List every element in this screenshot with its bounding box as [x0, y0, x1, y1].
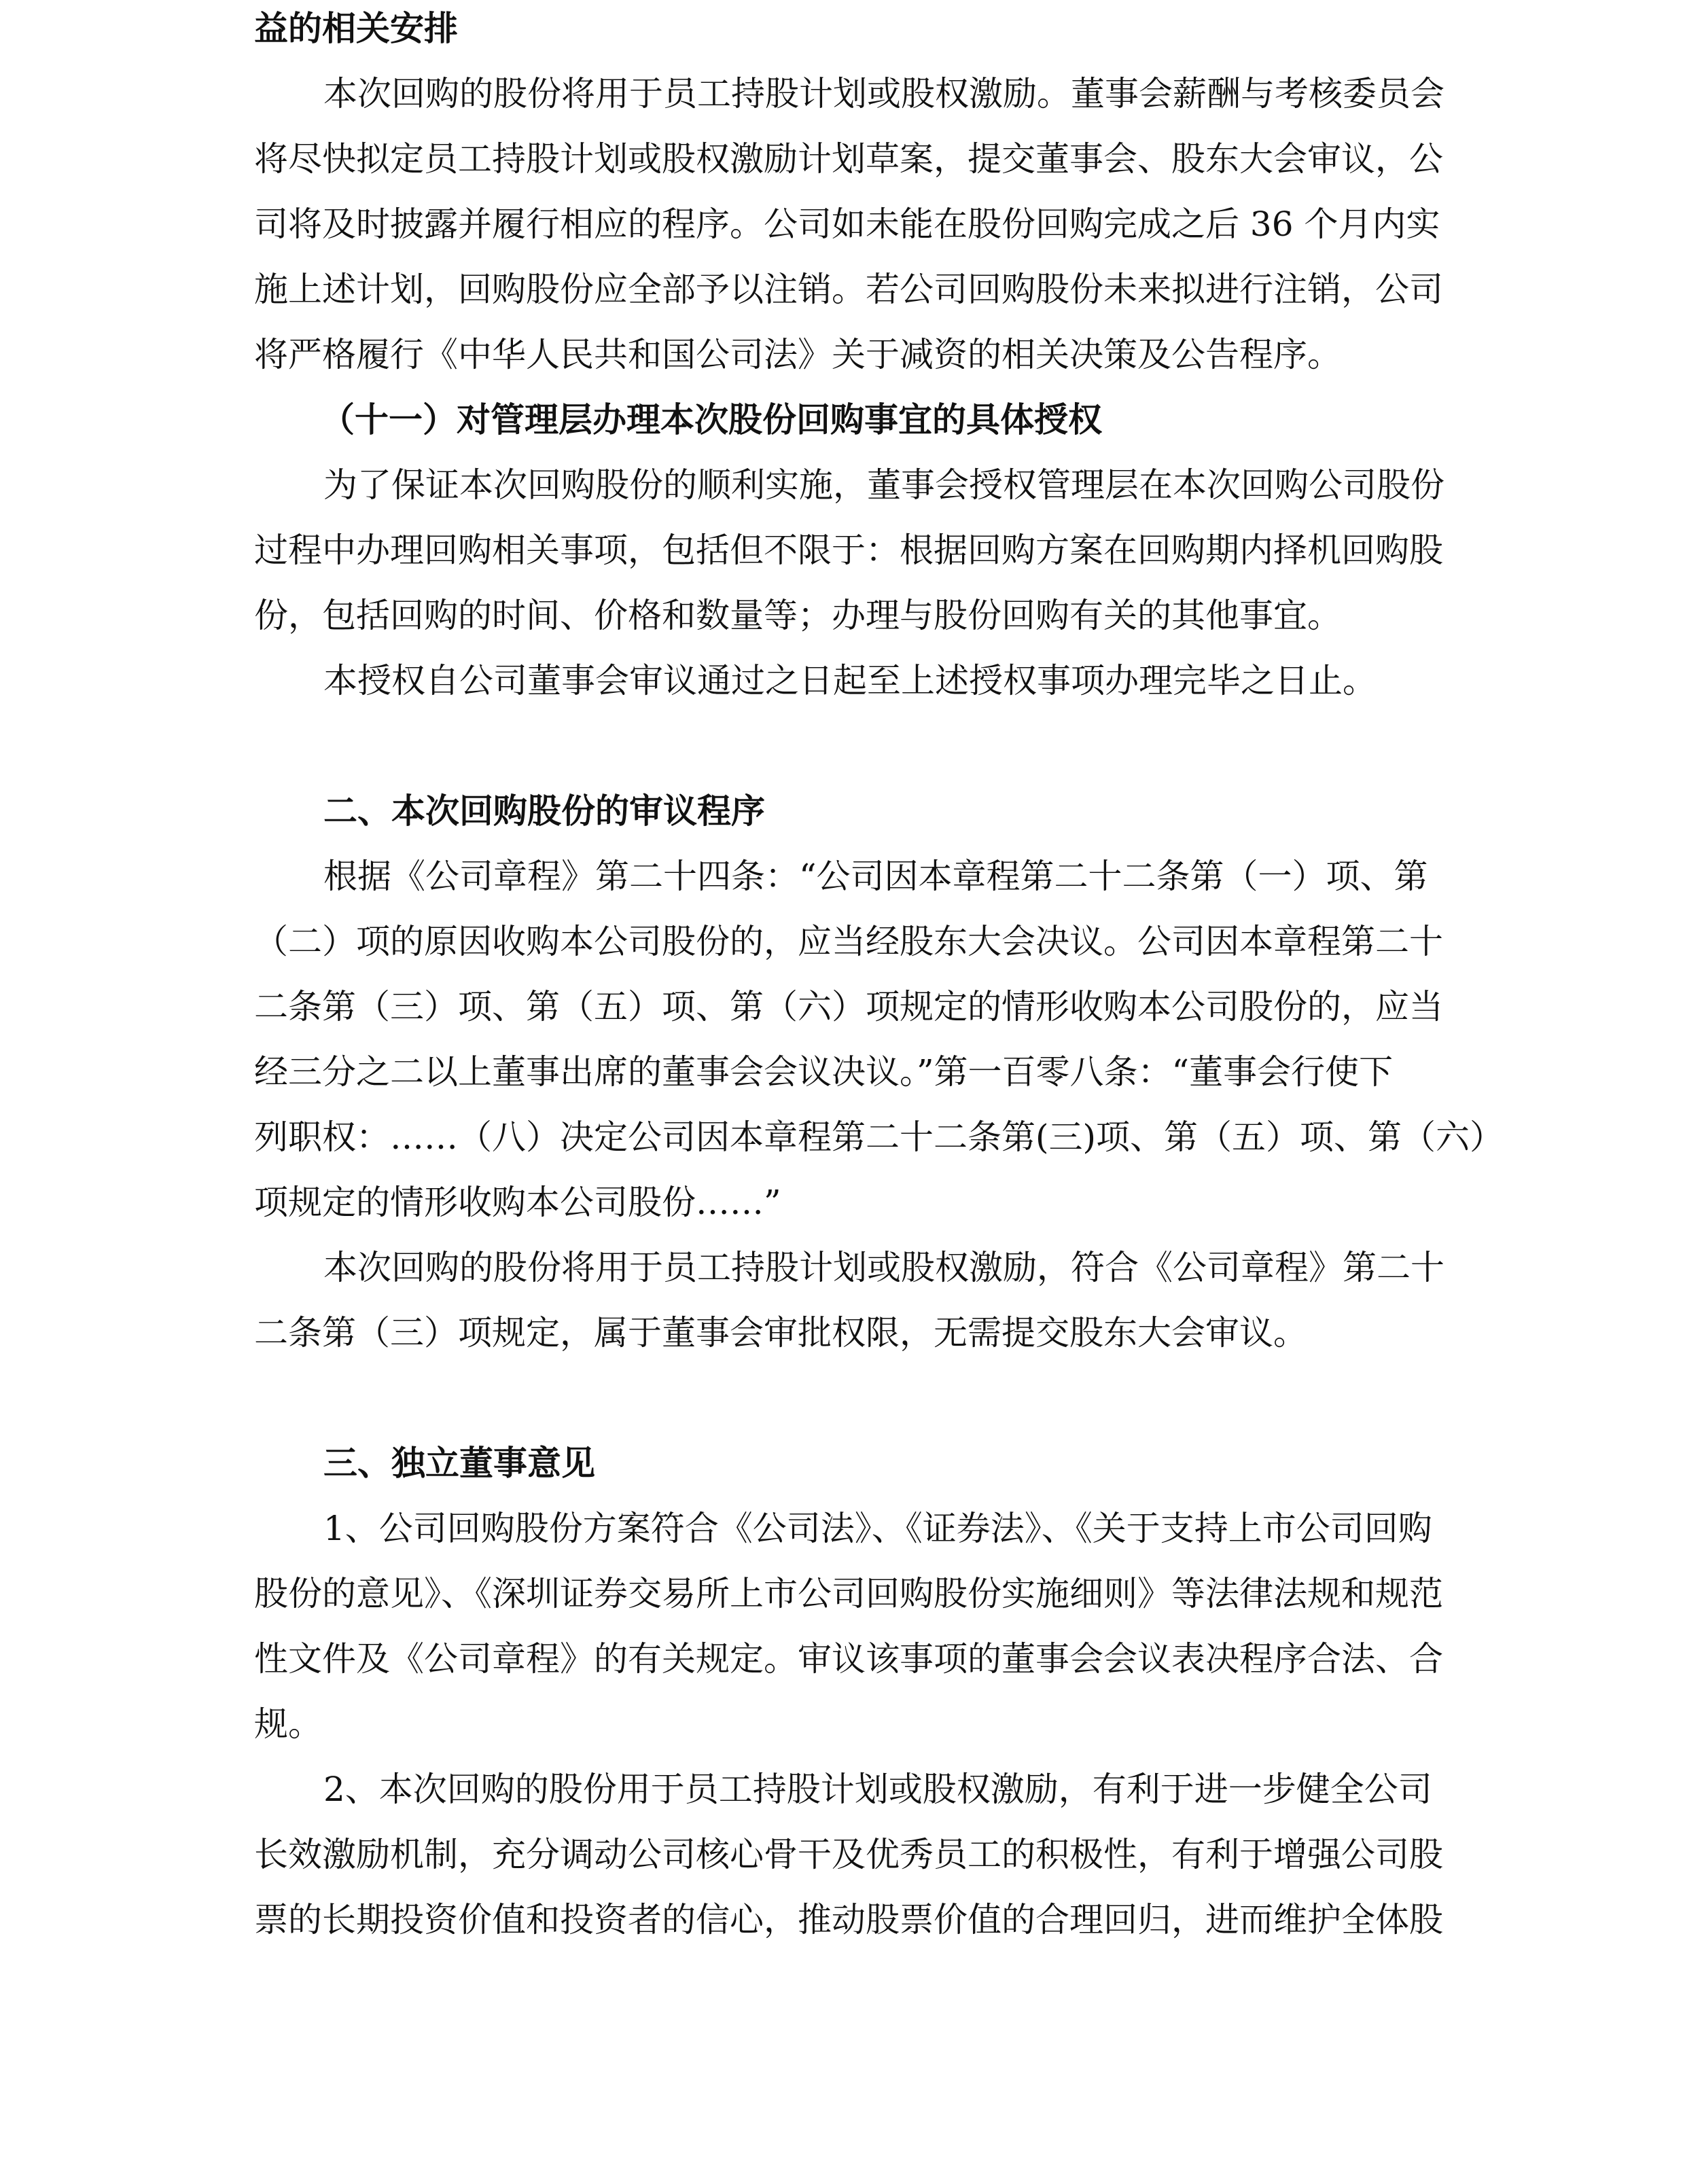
- paragraph-line: 为了保证本次回购股份的顺利实施，董事会授权管理层在本次回购公司股份: [323, 465, 1444, 505]
- heading-3: 三、独立董事意见: [323, 1444, 595, 1483]
- paragraph-line: 1、公司回购股份方案符合《公司法》、《证券法》、《关于支持上市公司回购: [323, 1509, 1432, 1548]
- paragraph-line: 性文件及《公司章程》的有关规定。审议该事项的董事会会议表决程序合法、合: [254, 1639, 1443, 1679]
- paragraph-line: 二条第（三）项、第（五）项、第（六）项规定的情形收购本公司股份的，应当: [254, 987, 1443, 1026]
- paragraph-line: 将严格履行《中华人民共和国公司法》关于减资的相关决策及公告程序。: [254, 335, 1341, 374]
- paragraph-line: 票的长期投资价值和投资者的信心，推动股票价值的合理回归，进而维护全体股: [254, 1900, 1443, 1939]
- paragraph-line: 列职权：……（八）决定公司因本章程第二十二条第(三)项、第（五）项、第（六）: [254, 1117, 1504, 1157]
- paragraph-line: 根据《公司章程》第二十四条：“公司因本章程第二十二条第（一）项、第: [323, 857, 1428, 896]
- paragraph-line: 项规定的情形收购本公司股份……”: [254, 1183, 781, 1222]
- paragraph-line: 本授权自公司董事会审议通过之日起至上述授权事项办理完毕之日止。: [323, 661, 1377, 700]
- paragraph-line: 股份的意见》、《深圳证券交易所上市公司回购股份实施细则》等法律法规和规范: [254, 1574, 1443, 1613]
- paragraph-line: 二条第（三）项规定，属于董事会审批权限，无需提交股东大会审议。: [254, 1313, 1307, 1353]
- paragraph-line: 施上述计划，回购股份应全部予以注销。若公司回购股份未来拟进行注销，公司: [254, 270, 1443, 309]
- paragraph-line: 司将及时披露并履行相应的程序。公司如未能在股份回购完成之后 36 个月内实: [254, 204, 1440, 244]
- section-tail-heading: 益的相关安排: [254, 9, 458, 48]
- paragraph-line: 本次回购的股份将用于员工持股计划或股权激励，符合《公司章程》第二十: [323, 1248, 1444, 1287]
- paragraph-line: 过程中办理回购相关事项，包括但不限于：根据回购方案在回购期内择机回购股: [254, 531, 1443, 570]
- paragraph-line: 将尽快拟定员工持股计划或股权激励计划草案，提交董事会、股东大会审议，公: [254, 139, 1443, 179]
- paragraph-line: 2、本次回购的股份用于员工持股计划或股权激励，有利于进一步健全公司: [323, 1770, 1432, 1809]
- paragraph-line: （二）项的原因收购本公司股份的，应当经股东大会决议。公司因本章程第二十: [254, 922, 1443, 961]
- paragraph-line: 规。: [254, 1704, 322, 1744]
- paragraph-line: 长效激励机制，充分调动公司核心骨干及优秀员工的积极性，有利于增强公司股: [254, 1835, 1443, 1874]
- paragraph-line: 经三分之二以上董事出席的董事会会议决议。”第一百零八条：“董事会行使下: [254, 1052, 1394, 1092]
- subheading-11: （十一）对管理层办理本次股份回购事宜的具体授权: [321, 400, 1102, 440]
- paragraph-line: 份，包括回购的时间、价格和数量等；办理与股份回购有关的其他事宜。: [254, 596, 1341, 635]
- paragraph-line: 本次回购的股份将用于员工持股计划或股权激励。董事会薪酬与考核委员会: [323, 74, 1444, 113]
- heading-2: 二、本次回购股份的审议程序: [323, 791, 765, 831]
